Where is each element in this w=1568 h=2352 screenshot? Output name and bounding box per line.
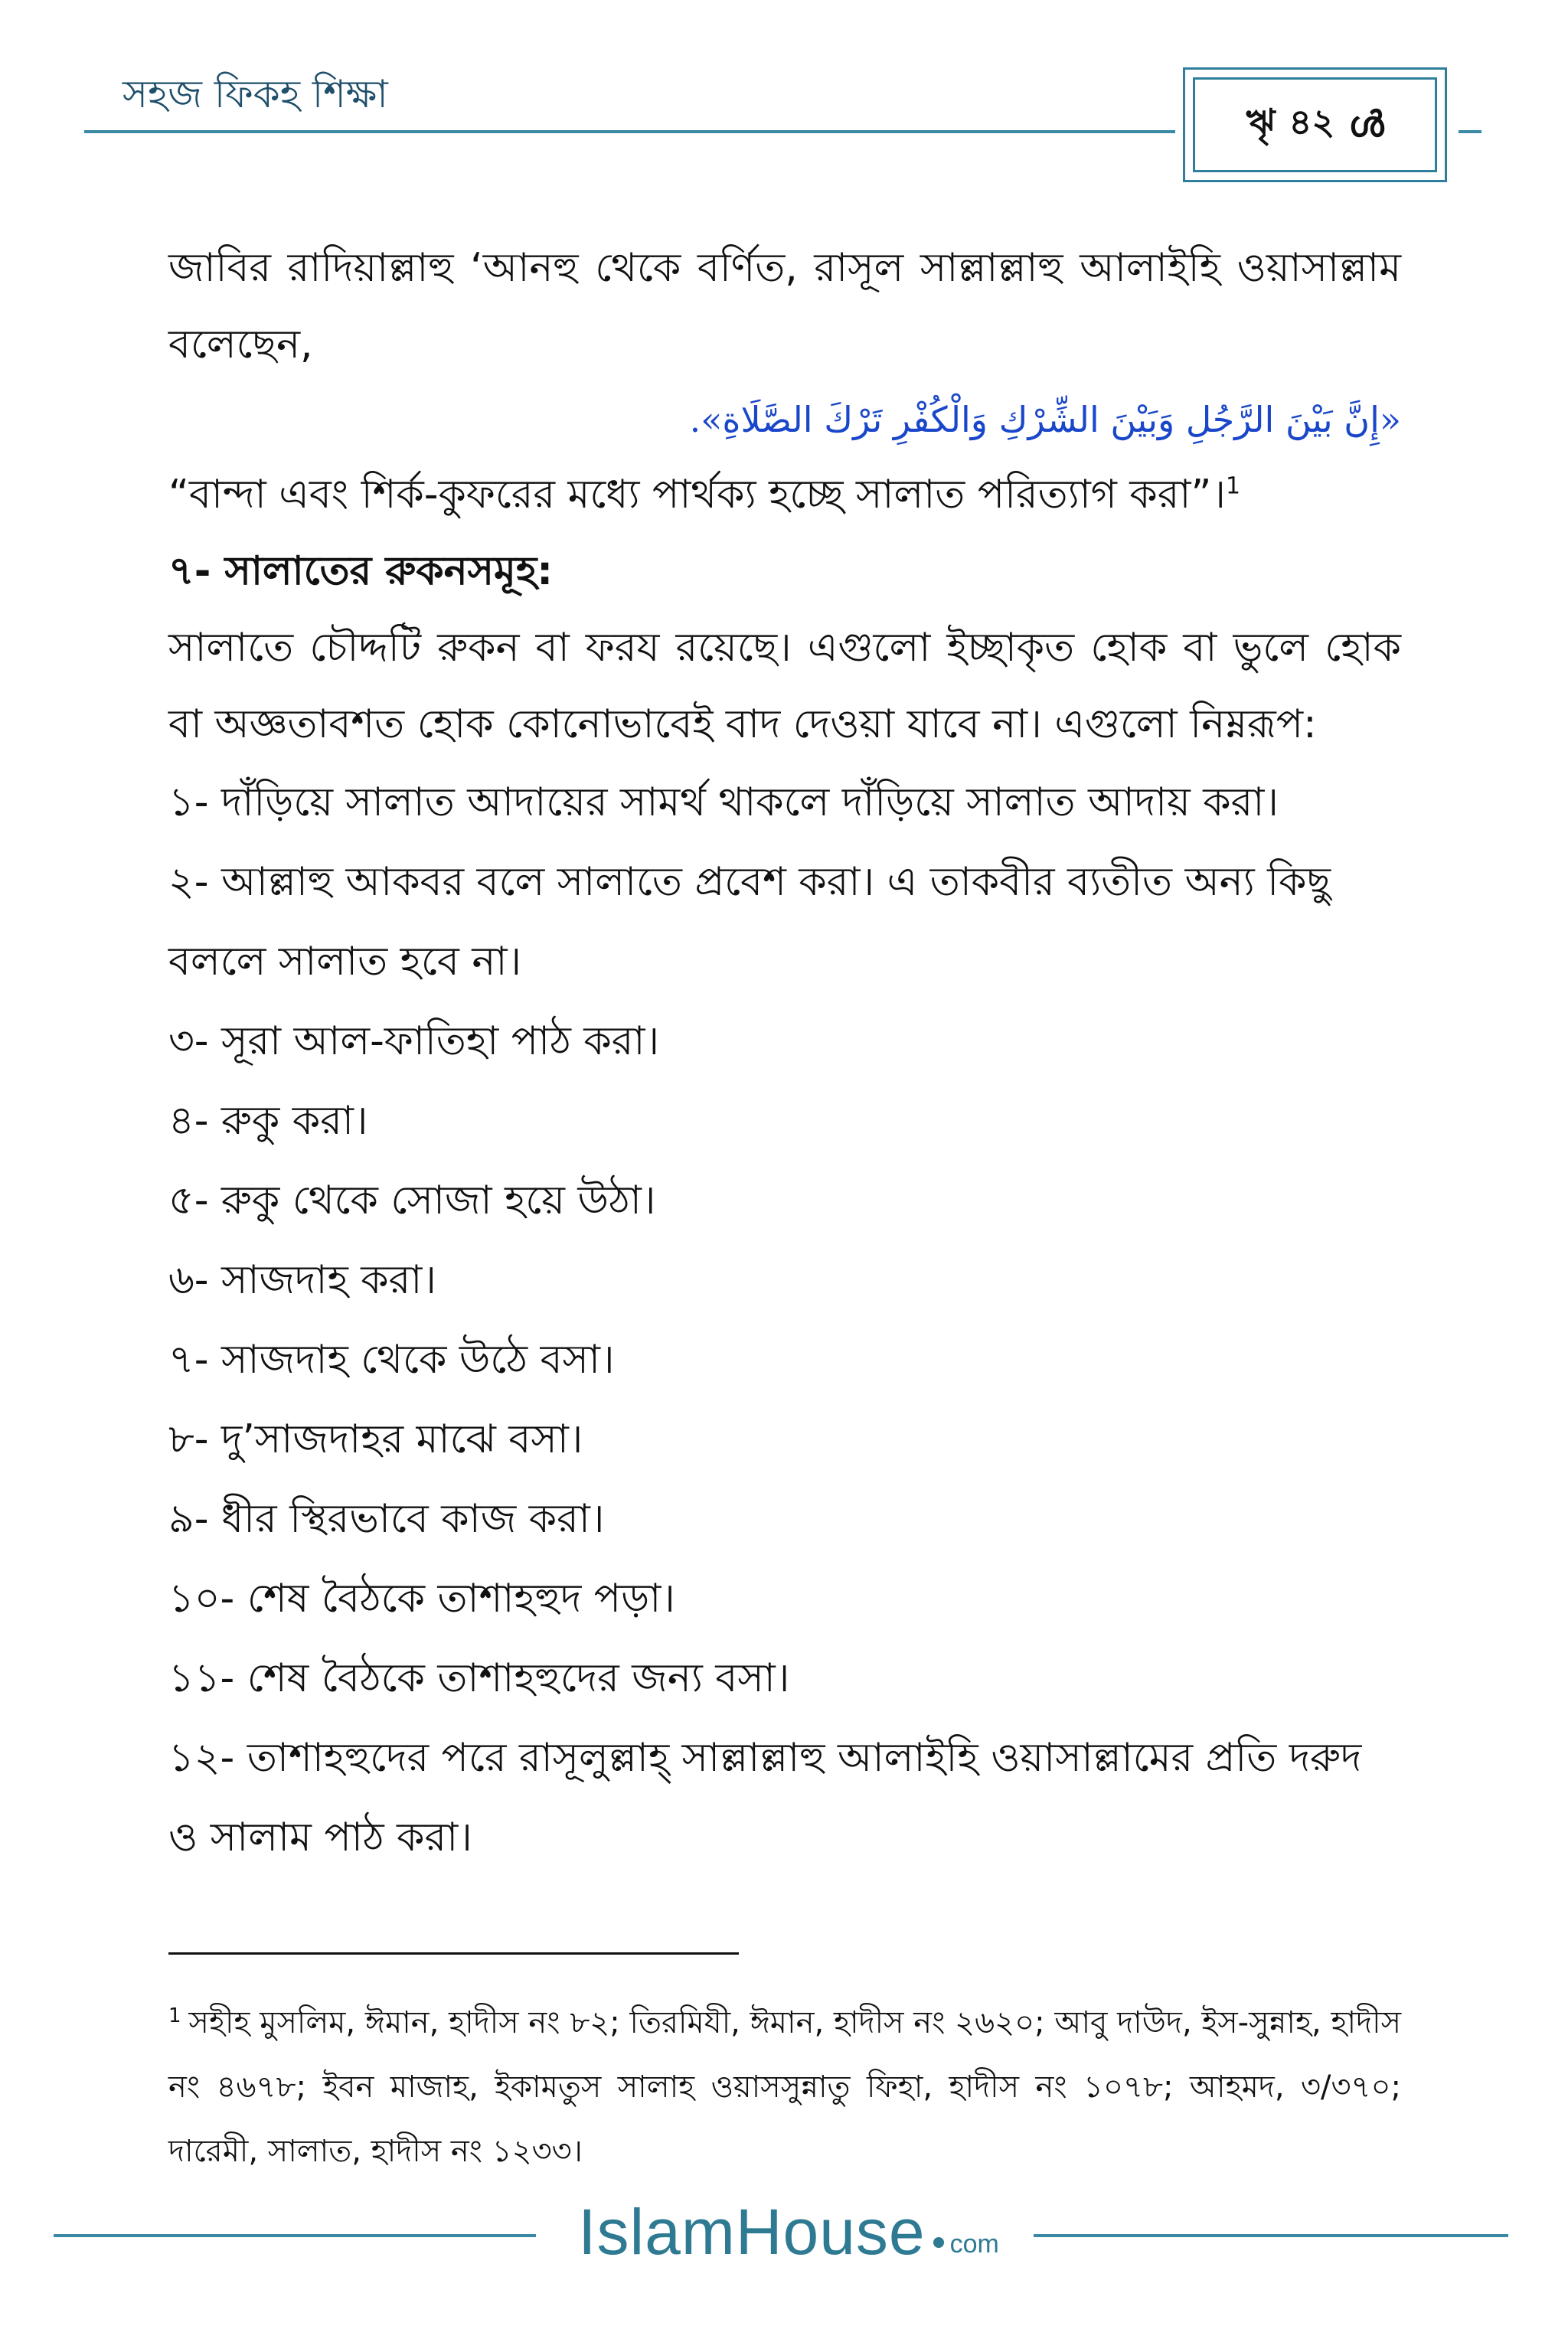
list-item: ২- আল্লাহু আকবর বলে সালাতে প্রবেশ করা। এ তাকবীর ব্যতীত অন্য কিছু বললে সালাত হবে না। — [168, 859, 1331, 985]
header-rule-right — [1459, 130, 1481, 133]
footnote-text: সহীহ মুসলিম, ঈমান, হাদীস নং ৮২; তিরমিযী, ঈমান, হাদীস নং ২৬২০; আবু দাউদ, ইস-সুন্নাহ, হাদীস নং ৪৬৭৮; ইবন মাজাহ, ইকামতুস সালাহ ওয়াসসুন্নাতু ফিহা, হাদীস নং ১০৭৮; আহমদ, ৩/৩৭০; দারেমী, সালাত, হাদীস নং ১২৩৩। — [168, 2005, 1401, 2169]
list-item: ৮- দু’সাজদাহর মাঝে বসা। — [168, 1416, 583, 1462]
section-intro: সালাতে চৌদ্দটি রুকন বা ফরয রয়েছে। এগুলো ইচ্ছাকৃত হোক বা ভুলে হোক বা অজ্ঞতাবশত হোক কোনোভাবেই বাদ দেওয়া যাবে না। এগুলো নিম্নরূপ: — [168, 625, 1401, 747]
list-item: ১২- তাশাহহুদের পরে রাসূলুল্লাহ্ সাল্লাল্লাহু আলাইহি ওয়াসাল্লামের প্রতি দরুদ ও সালাম পাঠ করা। — [168, 1735, 1362, 1860]
list-item: ১- দাঁড়িয়ে সালাত আদায়ের সামর্থ থাকলে দাঁড়িয়ে সালাত আদায় করা। — [168, 779, 1279, 825]
header-rule-left — [84, 130, 1175, 133]
list-item: ৪- রুকু করা। — [168, 1098, 368, 1144]
hadith-intro: জাবির রাদিয়াল্লাহু ‘আনহু থেকে বর্ণিত, রাসূল সাল্লাল্লাহু আলাইহি ওয়াসাল্লাম বলেছেন, — [168, 245, 1401, 368]
list-item: ৯- ধীর স্থিরভাবে কাজ করা। — [168, 1496, 605, 1542]
list-item: ৭- সাজদাহ থেকে উঠে বসা। — [168, 1337, 615, 1383]
footnote — [168, 1991, 1401, 2184]
logo-dot-icon — [933, 2237, 944, 2248]
list-item: ৩- সূরা আল-ফাতিহা পাঠ করা। — [168, 1018, 660, 1064]
islamhouse-logo[interactable] — [551, 2190, 1026, 2274]
pillars-list — [168, 763, 1401, 1877]
page-number-frame — [1183, 67, 1447, 182]
footnote-mark: 1 — [168, 2004, 181, 2027]
list-item: ৬- সাজদাহ করা। — [168, 1257, 436, 1303]
footer-rule-left — [54, 2234, 536, 2237]
footer-rule-right — [1034, 2234, 1508, 2237]
footnote-reference[interactable]: 1 — [1226, 472, 1241, 500]
ornament-right-icon: ൾ — [1348, 103, 1384, 145]
page-number: ৪২ — [1289, 101, 1335, 142]
arabic-hadith-quote: «إِنَّ بَيْنَ الرَّجُلِ وَبَيْنَ الشِّرْكِ وَالْكُفْرِ تَرْكَ الصَّلَاةِ». — [689, 399, 1401, 440]
ornament-left-icon: ৠ — [1246, 101, 1276, 142]
list-item: ১১- শেষ বৈঠকে তাশাহহুদের জন্য বসা। — [168, 1655, 790, 1701]
footnote-divider — [168, 1952, 739, 1955]
page-number-box — [1193, 77, 1437, 172]
hadith-translation-text: “বান্দা এবং শির্ক-কুফরের মধ্যে পার্থক্য হচ্ছে সালাত পরিত্যাগ করা”। — [168, 472, 1226, 518]
list-item: ৫- রুকু থেকে সোজা হয়ে উঠা। — [168, 1178, 656, 1223]
list-item: ১০- শেষ বৈঠকে তাশাহহুদ পড়া। — [168, 1576, 675, 1622]
logo-suffix: com — [949, 2229, 999, 2259]
running-header-title: সহজ ফিকহ শিক্ষা — [122, 72, 388, 116]
hadith-translation — [168, 456, 1401, 533]
section-heading: ৭- সালাতের রুকনসমূহ: — [168, 548, 554, 594]
logo-wordmark: IslamHouse — [578, 2195, 926, 2268]
page-body — [168, 230, 1401, 1877]
